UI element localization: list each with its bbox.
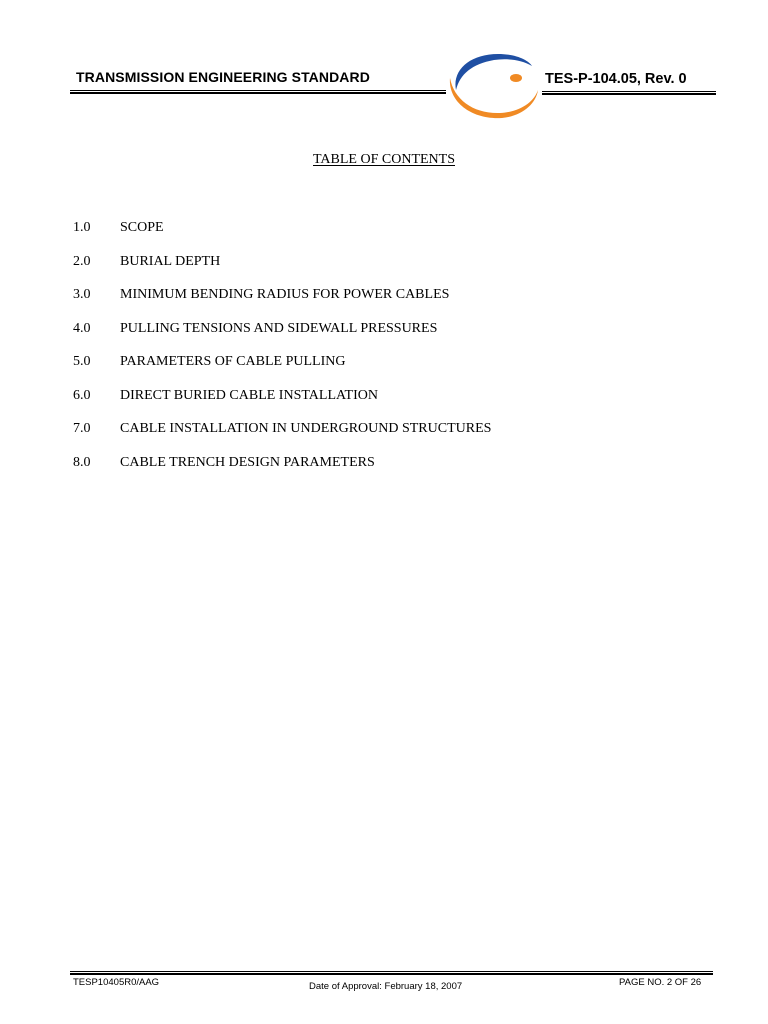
toc-item[interactable]: [73, 321, 491, 355]
toc-item[interactable]: [73, 287, 491, 321]
toc-item-number: 2.0: [73, 253, 91, 269]
toc-heading-text: TABLE OF CONTENTS: [313, 152, 455, 167]
footer-approval-date: Date of Approval: February 18, 2007: [309, 981, 463, 992]
document-number: TES-P-104.05, Rev. 0: [545, 71, 687, 87]
toc-item[interactable]: [73, 354, 491, 388]
header-rule-left-top: [70, 90, 446, 91]
toc-item[interactable]: [73, 254, 491, 288]
toc-item-number: 8.0: [73, 454, 91, 470]
footer-document-code: TESP10405R0/AAG: [73, 977, 160, 988]
toc-item-number: 3.0: [73, 287, 91, 302]
toc-item-title: PULLING TENSIONS AND SIDEWALL PRESSURES: [120, 320, 438, 336]
company-logo-icon: [446, 50, 542, 122]
toc-item[interactable]: [73, 220, 491, 254]
toc-item[interactable]: [73, 388, 491, 422]
toc-item-number: 4.0: [73, 320, 91, 336]
toc-item-number: 7.0: [73, 421, 91, 436]
toc-item[interactable]: [73, 455, 491, 489]
toc-item-title: PARAMETERS OF CABLE PULLING: [120, 354, 346, 369]
toc-item-title: CABLE TRENCH DESIGN PARAMETERS: [120, 454, 375, 470]
header-title: TRANSMISSION ENGINEERING STANDARD: [76, 69, 370, 85]
header-rule-left-bottom: [70, 92, 446, 94]
toc-item-number: 6.0: [73, 387, 91, 403]
toc-list: [73, 220, 491, 488]
footer-rule-bottom: [70, 973, 713, 975]
toc-heading: [0, 152, 768, 168]
toc-item[interactable]: [73, 421, 491, 455]
toc-item-title: MINIMUM BENDING RADIUS FOR POWER CABLES: [120, 287, 450, 302]
header-rule-right-bottom: [542, 93, 716, 95]
toc-item-title: BURIAL DEPTH: [120, 253, 221, 269]
footer-rule-top: [70, 971, 713, 972]
toc-item-number: 5.0: [73, 354, 91, 369]
footer-page-number: PAGE NO. 2 OF 26: [619, 977, 702, 988]
toc-item-title: SCOPE: [120, 220, 164, 235]
toc-item-title: DIRECT BURIED CABLE INSTALLATION: [120, 387, 378, 403]
header-rule-right-top: [542, 91, 716, 92]
toc-item-number: 1.0: [73, 220, 91, 235]
toc-item-title: CABLE INSTALLATION IN UNDERGROUND STRUCTURES: [120, 421, 492, 436]
